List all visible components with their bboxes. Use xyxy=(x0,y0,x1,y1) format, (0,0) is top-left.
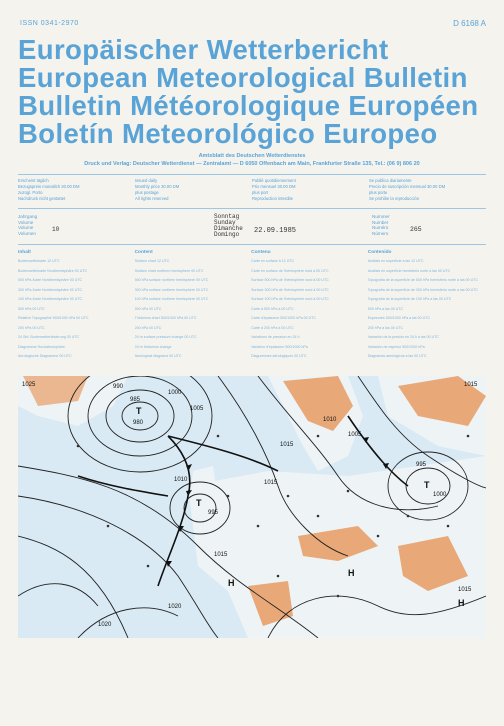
pricing-col-de: Erscheint täglich Bezugspreis monatlich 30.00 DM zuzügl. Porto Nachdruck nicht gestattet xyxy=(18,178,80,201)
low-center: T xyxy=(424,480,430,490)
isobar-label: 1015 xyxy=(264,480,278,486)
station xyxy=(277,575,280,578)
isobar-label: 1015 xyxy=(464,382,478,388)
isobar-label: 980 xyxy=(133,420,144,426)
low-center: T xyxy=(136,406,142,416)
divider xyxy=(18,174,486,175)
contents-table xyxy=(18,250,486,362)
station xyxy=(377,535,380,538)
station xyxy=(77,445,80,448)
divider xyxy=(18,244,486,245)
isobar-label: 1015 xyxy=(458,587,472,593)
station xyxy=(467,435,470,438)
day-names: Sonntag Sunday Dimanche Domingo xyxy=(214,213,243,238)
pricing-col-es: Se publica diariamente Precio de suscripción mensual 30.00 DM plus porte Se prohibe la reproducción xyxy=(369,178,446,201)
issn-number: ISSN 0341-2970 xyxy=(20,20,79,27)
isobar-label: 1000 xyxy=(168,390,182,396)
divider xyxy=(18,208,486,209)
isobar-label: 1020 xyxy=(168,604,182,610)
title-english: European Meteorological Bulletin xyxy=(18,62,468,93)
title-french: Bulletin Météorologique Européen xyxy=(18,90,479,121)
isobar-label: 1005 xyxy=(190,406,204,412)
station xyxy=(347,490,350,493)
station xyxy=(407,515,410,518)
station xyxy=(447,525,450,528)
volume-labels: Jahrgang Volume Volume Volumen xyxy=(18,214,38,236)
isobar-label: 1000 xyxy=(433,492,447,498)
title-block xyxy=(18,36,486,148)
contents-col-de: Inhalt Bodenwetterkarte 12 UTC Bodenwetterkarte Nordhemisphäre 00 UTC 500 hPa-Karte Nordhemisphäre 00 UTC 300 hPa-Karte Nordhemisphäre 00 UTC 100 hPa-Karte Nordhemisphäre 00 UTC 500 hPa 00 UTC Relative Topographie 500/1000 hPa 00 UTC 200 hPa 00 UTC 24 Std. Bodenwetteränderung 00 UTC Diagramme Hochatmosphäre Aerologische Diagramme 00 UTC xyxy=(18,250,89,358)
station xyxy=(287,495,290,498)
isobar-label: 1020 xyxy=(98,622,112,628)
isobar-label: 985 xyxy=(130,397,141,403)
title-german: Europäischer Wetterbericht xyxy=(18,34,389,65)
high-center: H xyxy=(348,568,355,578)
issue-date: 22.09.1985 xyxy=(254,227,297,235)
publisher-line-2: Druck und Verlag: Deutscher Wetterdienst — Zentralamt — D 6050 Offenbach am Main, Frankfurter Straße 135, Tel.: (06 9) 806 20 xyxy=(84,161,420,167)
station xyxy=(317,435,320,438)
low-center: T xyxy=(196,498,202,508)
issue-number: 265 xyxy=(410,226,422,233)
pricing-col-fr: Publié quotidiennement Prix mensuel 30.00 DM plus port Reproduction interdite xyxy=(252,178,296,201)
isobar-label: 995 xyxy=(416,462,427,468)
isobar-label: 990 xyxy=(113,384,124,390)
publisher-block xyxy=(0,153,504,167)
isobar-label: 1010 xyxy=(174,477,188,483)
high-center: H xyxy=(228,578,235,588)
isobar-label: 1010 xyxy=(323,417,337,423)
pricing-columns xyxy=(18,178,486,202)
volume-value: 10 xyxy=(52,226,60,233)
postal-code: D 6168 A xyxy=(453,19,486,28)
high-center: H xyxy=(458,598,465,608)
station xyxy=(107,525,110,528)
isobar-label: 995 xyxy=(208,510,219,516)
isobar-label: 1005 xyxy=(348,432,362,438)
station xyxy=(257,525,260,528)
isobar-label: 1015 xyxy=(214,552,228,558)
weather-map-svg xyxy=(18,376,486,638)
station xyxy=(317,515,320,518)
station xyxy=(337,595,340,598)
contents-col-es: Contenido Análisis en superficie a las 12 UTC Análisis en superficie hemisferio norte a las 00 UTC Topografía de la superficie de 500 hPa hemisferio norte a las 00 UTC Topografía de la superficie de 300 hPa hemisferio norte a las 00 UTC Topografía de la superficie de 100 hPa a las 00 UTC 500 hPa a las 00 UTC Espesores 500/1000 hPa a las 00 UTC 200 hPa a las 00 UTC Variación de la presión en 24 h a las 00 UTC Variación de espesor 500/1000 hPa Diagramas aerológicos a las 00 UTC xyxy=(367,250,479,358)
isobar-label: 1015 xyxy=(280,442,294,448)
number-labels: Nummer Number Numéro Número xyxy=(372,214,390,236)
contents-col-en: Content Surface chart 12 UTC Surface chart northern hemisphere 00 UTC 500 hPa surface northern hemisphere 00 UTC 300 hPa surface northern hemisphere 00 UTC 100 hPa surface northern hemisphere 00 UTC 500 hPa 00 UTC Thickness chart 500/1000 hPa 00 UTC 200 hPa 00 UTC 24 hr surface pressure change 00 UTC 24 hr thickness change Aerological diagrams 00 UTC xyxy=(134,250,209,358)
pricing-col-en: Issued daily Monthly price 30.00 DM plus postage All rights reserved xyxy=(135,178,180,201)
publisher-line-1: Amtsblatt des Deutschen Wetterdienstes xyxy=(198,153,306,159)
station xyxy=(217,435,220,438)
station xyxy=(147,565,150,568)
isobar-label: 1025 xyxy=(22,382,36,388)
surface-weather-map xyxy=(18,376,486,638)
title-spanish: Boletín Meteorológico Europeo xyxy=(18,118,438,149)
contents-col-fr: Contenu Carte en surface à 12 UTC Carte en surface de l'hémisphère nord à 00 UTC Surface 500 hPa de l'hémisphère nord à 00 UTC Surface 300 hPa de l'hémisphère nord à 00 UTC Surface 100 hPa de l'hémisphère nord à 00 UTC Carte à 500 hPa à 00 UTC Carte d'épaisseur 500/1000 hPa 00 UTC Carte à 200 hPa à 00 UTC Variations de pression en 24 h Variation d'épaisseur 500/1000 hPa Diagrammes aérologiques 00 UTC xyxy=(251,250,329,358)
station xyxy=(227,495,230,498)
